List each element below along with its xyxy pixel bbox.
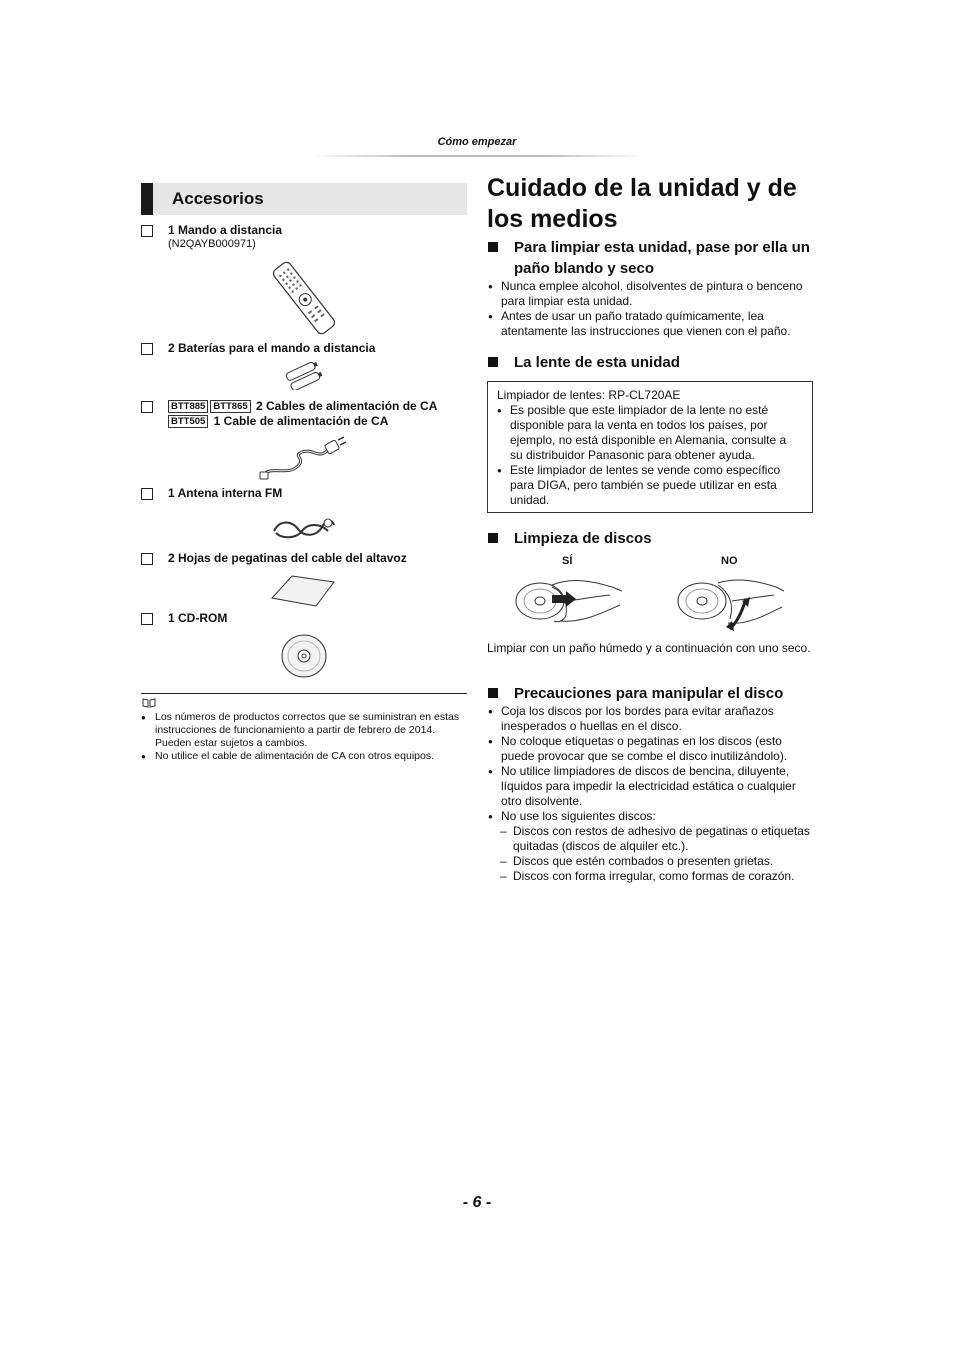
heading-text: Precauciones para manipular el disco — [514, 685, 784, 702]
model-tag: BTT865 — [210, 400, 250, 413]
list-item: ● Antes de usar un paño tratado químicamente, lea atentamente las instrucciones que vienen con el paño. — [488, 309, 818, 339]
accessory-label: 2 Baterías para el mando a distancia — [168, 341, 376, 355]
cd-rom-illustration — [280, 633, 328, 679]
list-item: ● No use los siguientes discos: — [488, 809, 818, 824]
square-bullet-icon — [488, 242, 498, 252]
accessory-label — [168, 399, 437, 429]
checkbox[interactable] — [141, 343, 153, 355]
list-item: ● Coja los discos por los bordes para evitar arañazos inesperados o huellas en el disco. — [488, 704, 818, 734]
batteries-illustration — [284, 362, 326, 390]
accessories-notes — [141, 711, 467, 763]
checkbox[interactable] — [141, 553, 153, 565]
square-bullet-icon — [488, 357, 498, 367]
model-tag: BTT505 — [168, 415, 208, 428]
note-divider — [141, 693, 467, 694]
accessory-label: 1 Antena interna FM — [168, 486, 283, 500]
heading-bar — [141, 183, 153, 215]
accessory-label: 2 Hojas de pegatinas del cable del altavoz — [168, 551, 407, 565]
remote-control-illustration — [268, 260, 340, 336]
note-item: ● No utilice el cable de alimentación de CA con otros equipos. — [141, 750, 467, 763]
header-divider — [310, 155, 645, 157]
accessories-heading — [141, 183, 467, 215]
list-item: ● Es posible que este limpiador de la lente no esté disponible para la venta en todos los países, por ejemplo, no está disponible en Alemania, consulte a su distribuidor Panasonic para obtener ayuda. — [497, 403, 802, 463]
sticker-sheet-illustration — [270, 574, 336, 608]
disc-wipe-correct-illustration — [512, 571, 624, 629]
book-note-icon — [141, 697, 157, 709]
accessory-item-fm-antenna — [141, 486, 471, 504]
checkbox[interactable] — [141, 401, 153, 413]
disc-cleaning-caption: Limpiar con un paño húmedo y a continuación con uno seco. — [487, 641, 811, 655]
disc-handling-heading — [488, 683, 818, 704]
power-cable-illustration — [258, 436, 350, 482]
accessory-label-text: 2 Cables de alimentación de CA — [256, 399, 438, 413]
note-item: ● Los números de productos correctos que se suministran en estas instrucciones de funcionamiento a partir de febrero de 2014. Pueden estar sujetos a cambios. — [141, 711, 467, 750]
fm-antenna-illustration — [270, 509, 338, 543]
checkbox[interactable] — [141, 613, 153, 625]
model-tag: BTT885 — [168, 400, 208, 413]
clean-unit-heading — [488, 237, 818, 279]
heading-text: Limpieza de discos — [514, 530, 652, 547]
accessory-item-batteries — [141, 341, 471, 359]
disc-wipe-incorrect-illustration — [674, 571, 786, 633]
square-bullet-icon — [488, 533, 498, 543]
lens-cleaner-box — [487, 381, 813, 513]
disc-handling-list — [488, 704, 818, 884]
accessory-model-number: (N2QAYB000971) — [168, 238, 256, 250]
sub-list-item: – Discos con forma irregular, como formas de corazón. — [488, 869, 818, 884]
sub-list-item: – Discos con restos de adhesivo de pegatinas o etiquetas quitadas (discos de alquiler etc.). — [488, 824, 818, 854]
checkbox[interactable] — [141, 225, 153, 237]
square-bullet-icon — [488, 688, 498, 698]
heading-text: Para limpiar esta unidad, pase por ella un paño blando y seco — [514, 239, 810, 277]
lens-heading — [488, 352, 818, 373]
clean-unit-list — [488, 279, 818, 339]
running-header: Cómo empezar — [437, 136, 517, 148]
lens-cleaner-title: Limpiador de lentes: RP-CL720AE — [497, 388, 681, 402]
yes-label: SÍ — [562, 555, 573, 567]
accessory-item-speaker-stickers — [141, 551, 471, 569]
accessory-label: 1 CD-ROM — [168, 611, 228, 625]
accessories-heading-text: Accesorios — [172, 189, 264, 208]
checkbox[interactable] — [141, 488, 153, 500]
list-item: ● Este limpiador de lentes se vende como específico para DIGA, pero también se puede utilizar en esta unidad. — [497, 463, 802, 508]
disc-cleaning-heading — [488, 528, 818, 549]
accessory-item-power-cables — [141, 399, 471, 431]
sub-list-item: – Discos que estén combados o presenten grietas. — [488, 854, 818, 869]
list-item: ● Nunca emplee alcohol, disolventes de pintura o benceno para limpiar esta unidad. — [488, 279, 818, 309]
page-number: - 6 - — [462, 1194, 492, 1211]
heading-text: La lente de esta unidad — [514, 354, 680, 371]
list-item: ● No utilice limpiadores de discos de bencina, diluyente, líquidos para impedir la electricidad estática o cualquier otro disolvente. — [488, 764, 818, 809]
no-label: NO — [721, 555, 738, 567]
accessory-item-remote — [141, 223, 471, 255]
accessory-label: 1 Mando a distancia — [168, 223, 283, 237]
page-title: Cuidado de la unidad y de los medios — [487, 174, 797, 233]
accessory-label-text: 1 Cable de alimentación de CA — [213, 414, 389, 428]
list-item: ● No coloque etiquetas o pegatinas en los discos (esto puede provocar que se combe el disco inutilizándolo). — [488, 734, 818, 764]
accessory-item-cd-rom — [141, 611, 471, 629]
